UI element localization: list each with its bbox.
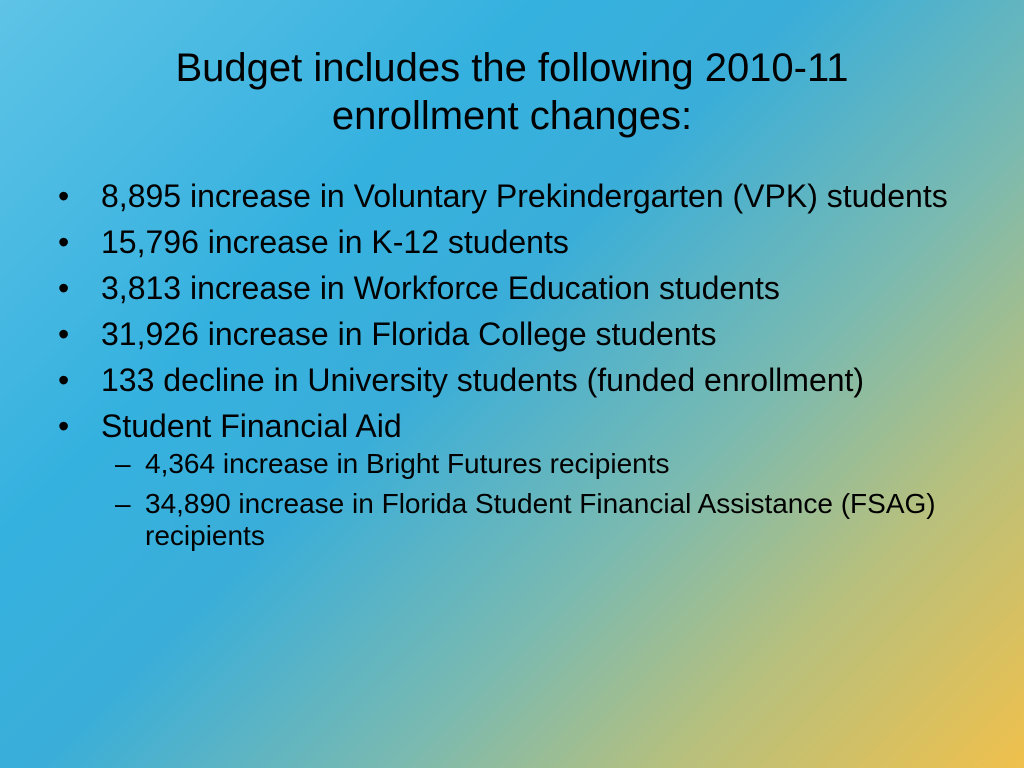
sub-bullet-marker: – — [115, 488, 131, 519]
bullet-item-financial-aid — [58, 408, 958, 552]
bullet-item-florida-college — [58, 316, 958, 352]
bullet-text: 133 decline in University students (funded enrollment) — [101, 362, 865, 398]
sub-bullet-marker: – — [115, 448, 131, 479]
bullet-text: 3,813 increase in Workforce Education students — [101, 270, 780, 306]
sub-bullet-list — [101, 448, 958, 552]
bullet-text: Student Financial Aid — [101, 408, 402, 444]
bullet-item-university — [58, 362, 958, 398]
sub-bullet-item-bright-futures — [101, 448, 958, 480]
slide-title-line-2: enrollment changes: — [331, 94, 693, 138]
bullet-marker: • — [58, 224, 70, 260]
slide-title-line-1: Budget includes the following 2010-11 — [175, 46, 849, 90]
bullet-marker: • — [58, 270, 70, 306]
bullet-marker: • — [58, 316, 70, 352]
bullet-text: 15,796 increase in K-12 students — [101, 224, 569, 260]
sub-bullet-text: 34,890 increase in Florida Student Financial Assistance (FSAG) recipients — [145, 488, 936, 551]
bullet-marker: • — [58, 178, 70, 214]
bullet-list — [58, 178, 958, 562]
sub-bullet-text: 4,364 increase in Bright Futures recipients — [145, 448, 670, 479]
bullet-marker: • — [58, 362, 70, 398]
sub-bullet-item-fsag — [101, 488, 958, 552]
slide-title — [80, 44, 944, 140]
bullet-item-k12 — [58, 224, 958, 260]
bullet-text: 31,926 increase in Florida College students — [101, 316, 717, 352]
bullet-text: 8,895 increase in Voluntary Prekindergarten (VPK) students — [101, 178, 948, 214]
bullet-item-workforce — [58, 270, 958, 306]
bullet-marker: • — [58, 408, 70, 444]
bullet-item-vpk — [58, 178, 958, 214]
